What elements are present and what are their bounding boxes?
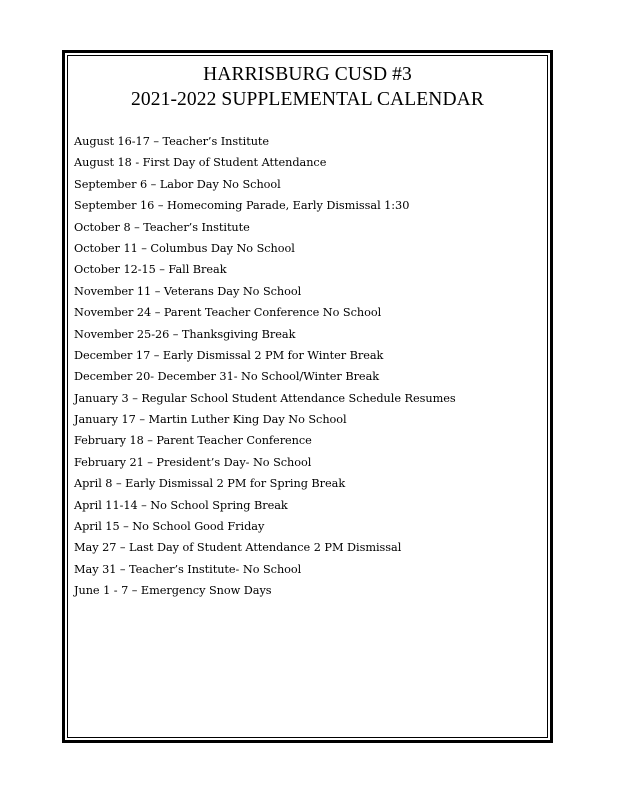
calendar-event: May 31 – Teacher’s Institute- No School — [74, 562, 302, 576]
calendar-event: February 18 – Parent Teacher Conference — [74, 434, 312, 448]
calendar-event: November 25-26 – Thanksgiving Break — [74, 327, 296, 341]
calendar-event: April 11-14 – No School Spring Break — [74, 498, 288, 512]
calendar-event: August 18 - First Day of Student Attendance — [74, 156, 327, 170]
calendar-title: 2021-2022 SUPPLEMENTAL CALENDAR — [131, 89, 484, 110]
calendar-event: October 8 – Teacher’s Institute — [74, 220, 250, 234]
calendar-event: February 21 – President’s Day- No School — [74, 455, 312, 469]
calendar-event: September 16 – Homecoming Parade, Early Dismissal 1:30 — [74, 199, 410, 213]
calendar-event: November 24 – Parent Teacher Conference No School — [74, 306, 382, 320]
calendar-event: October 12-15 – Fall Break — [74, 263, 227, 277]
calendar-events-list — [74, 131, 544, 602]
calendar-event: June 1 - 7 – Emergency Snow Days — [74, 584, 272, 598]
document-header — [67, 62, 548, 112]
calendar-event: October 11 – Columbus Day No School — [74, 241, 295, 255]
calendar-event: January 17 – Martin Luther King Day No School — [74, 413, 347, 427]
calendar-event: August 16-17 – Teacher’s Institute — [74, 135, 270, 148]
calendar-event: January 3 – Regular School Student Attendance Schedule Resumes — [74, 391, 456, 405]
calendar-event: November 11 – Veterans Day No School — [74, 284, 302, 298]
calendar-event: April 8 – Early Dismissal 2 PM for Spring Break — [74, 477, 346, 491]
district-title: HARRISBURG CUSD #3 — [203, 64, 412, 85]
calendar-event: December 20- December 31- No School/Winter Break — [74, 370, 380, 384]
calendar-event: December 17 – Early Dismissal 2 PM for Winter Break — [74, 348, 384, 362]
calendar-event: April 15 – No School Good Friday — [74, 520, 265, 534]
calendar-event: September 6 – Labor Day No School — [74, 177, 281, 191]
calendar-event: May 27 – Last Day of Student Attendance 2 PM Dismissal — [74, 541, 402, 555]
